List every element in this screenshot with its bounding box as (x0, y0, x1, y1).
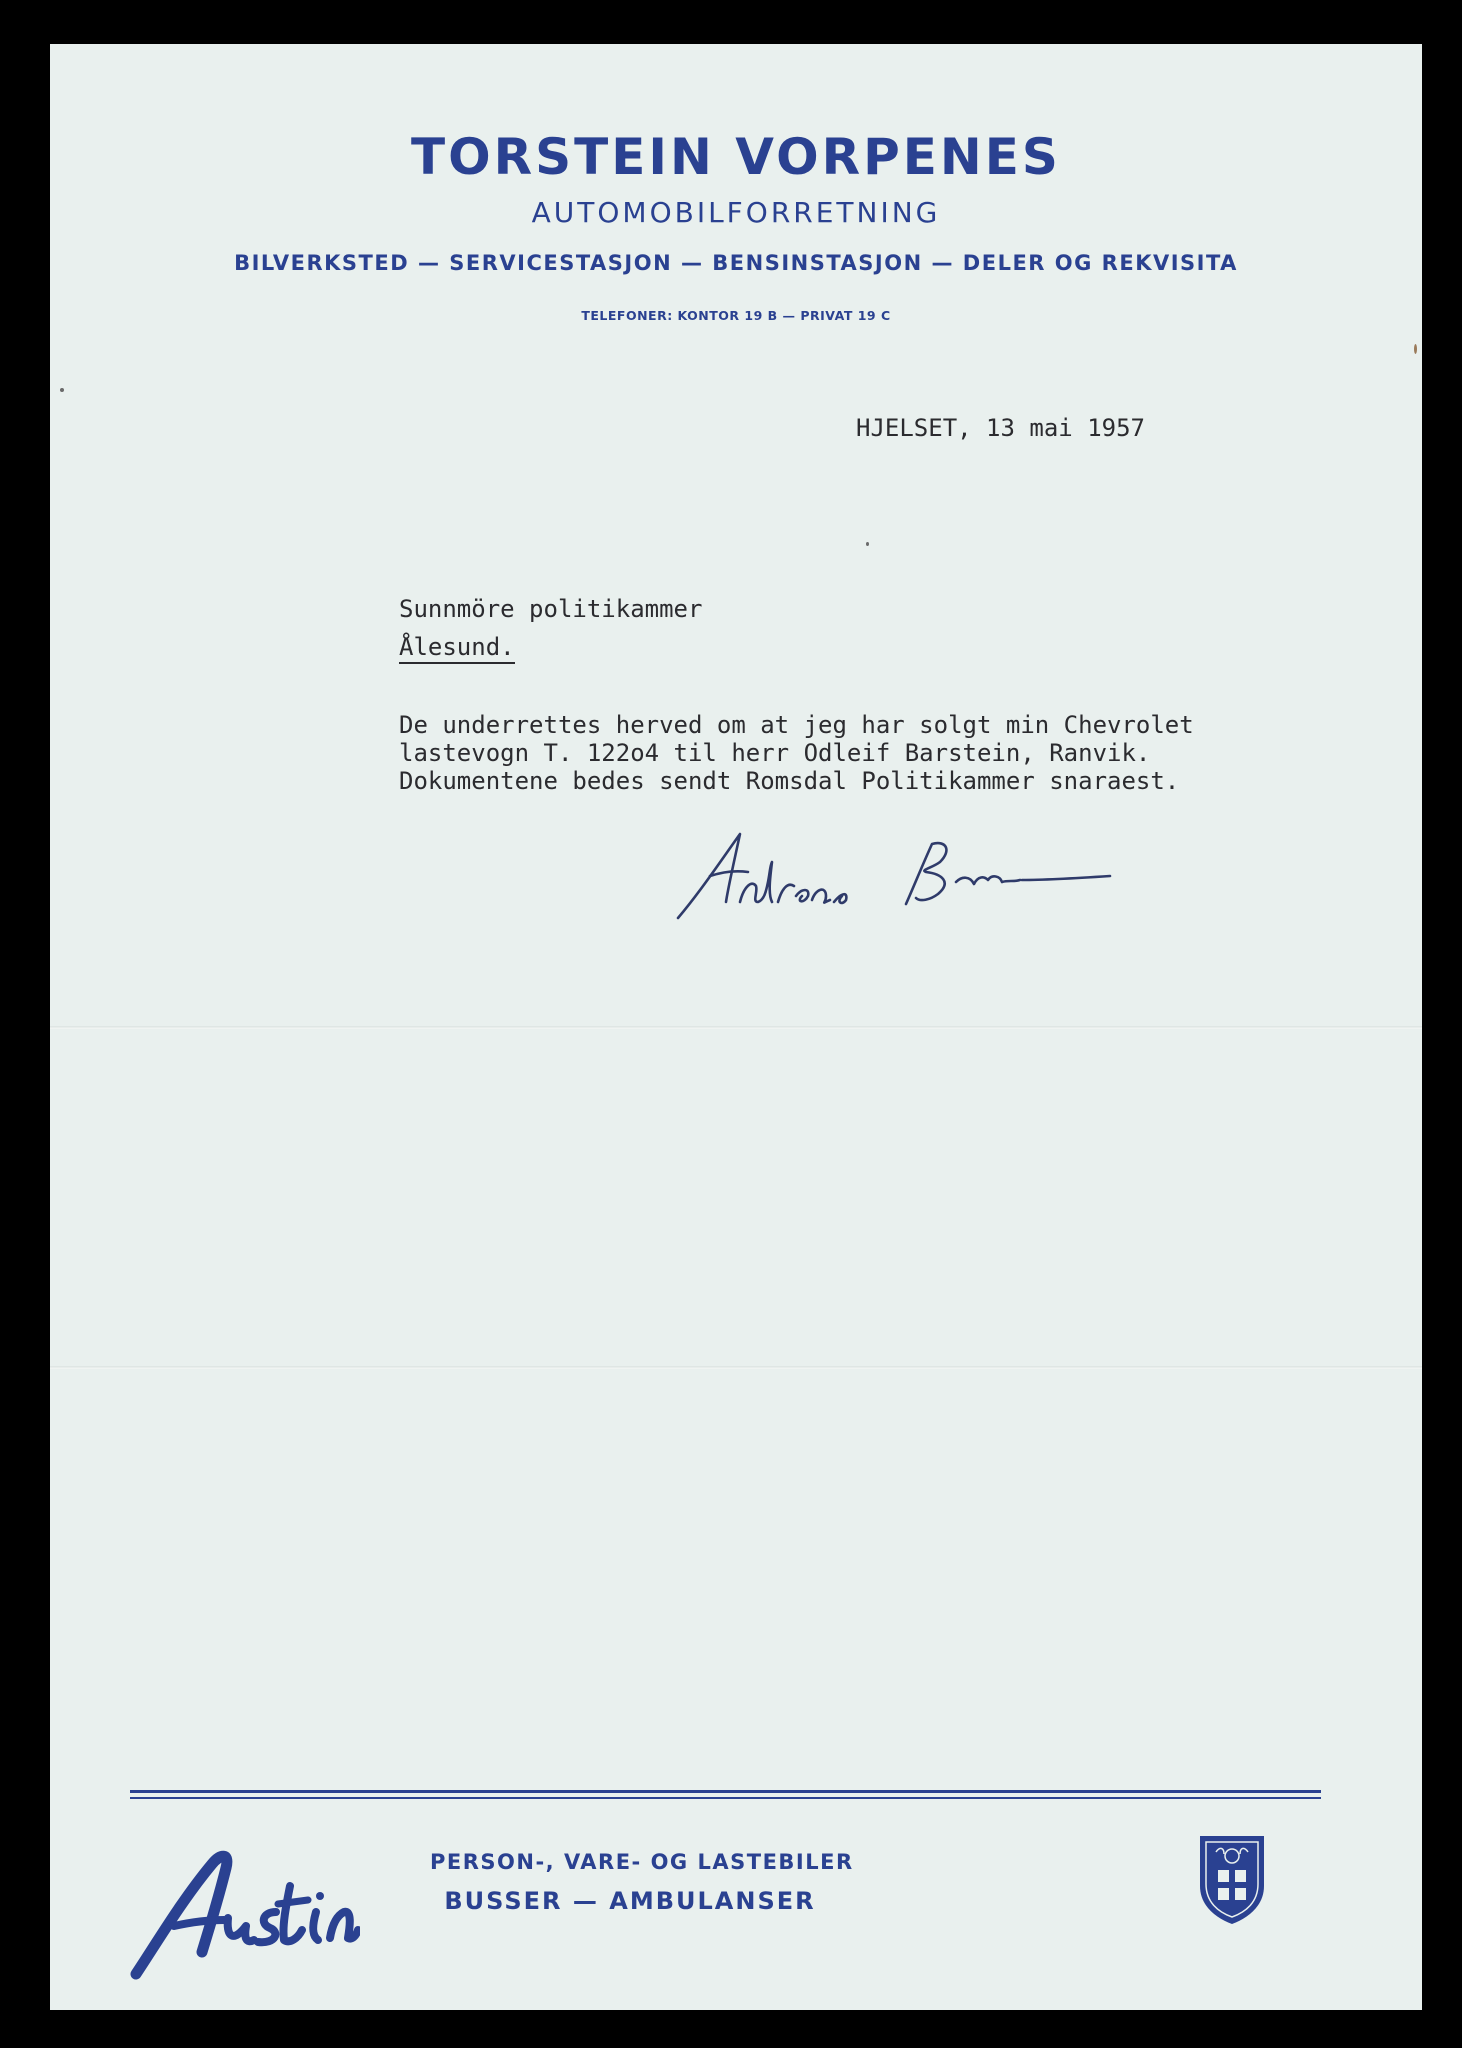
place-date: HJELSET, 13 mai 1957 (856, 414, 1145, 442)
body-line: lastevogn T. 122o4 til herr Odleif Barstein, Ranvik. (399, 739, 1151, 767)
letter-paper (50, 44, 1422, 2010)
company-type: AUTOMOBILFORRETNING (531, 196, 941, 229)
company-name: TORSTEIN VORPENES (411, 128, 1061, 186)
phone-line: TELEFONER: KONTOR 19 B — PRIVAT 19 C (581, 308, 891, 323)
austin-logo (130, 1834, 360, 1984)
handwritten-signature (670, 822, 1190, 932)
footer-rule (130, 1790, 1321, 1793)
letter-body (399, 711, 1194, 795)
paper-speck (60, 388, 64, 392)
footer-buses-ambulances: BUSSER — AMBULANSER (444, 1887, 816, 1915)
services-line: BILVERKSTED — SERVICESTASJON — BENSINSTASJON — DELER OG REKVISITA (234, 251, 1238, 275)
footer-rule (130, 1797, 1321, 1799)
recipient-name: Sunnmöre politikammer (399, 595, 703, 623)
recipient-city: Ålesund. (399, 633, 515, 664)
footer-vehicle-types: PERSON-, VARE- OG LASTEBILER (430, 1850, 854, 1874)
body-line: Dokumentene bedes sendt Romsdal Politikammer snaraest. (399, 767, 1180, 795)
paper-speck (866, 542, 869, 546)
body-line: De underrettes herved om at jeg har solgt min Chevrolet (399, 711, 1194, 739)
shield-crest-icon (1196, 1830, 1268, 1926)
paper-speck (1414, 344, 1417, 354)
paper-fold-line (50, 1026, 1422, 1029)
paper-fold-line (50, 1366, 1422, 1369)
